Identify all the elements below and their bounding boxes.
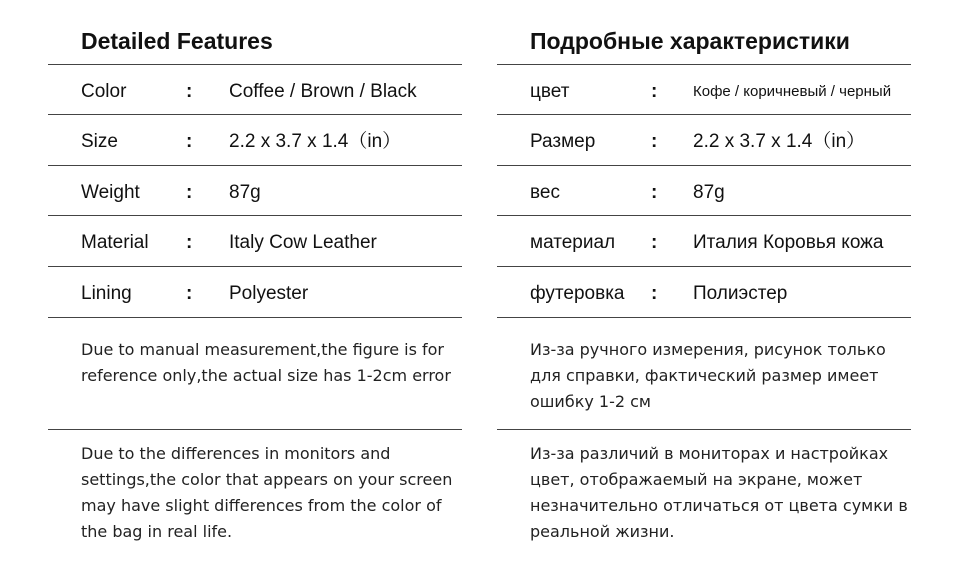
row-colon: : (186, 283, 193, 304)
row-label: футеровка (530, 283, 625, 304)
feature-row-weight (48, 165, 462, 215)
row-value: Кофе / коричневый / черный (693, 83, 892, 100)
divider (497, 429, 911, 430)
row-label: Lining (81, 283, 132, 304)
english-title: Detailed Features (81, 28, 273, 54)
row-label: материал (530, 232, 616, 253)
row-colon: : (651, 182, 658, 203)
feature-row-material (48, 215, 462, 265)
row-value: 87g (693, 182, 725, 203)
feature-row-lining (497, 266, 911, 316)
row-value: Polyester (229, 283, 309, 304)
row-value: 87g (229, 182, 261, 203)
feature-row-lining (48, 266, 462, 316)
feature-row-material (497, 215, 911, 265)
row-colon: : (651, 131, 658, 152)
row-label: Color (81, 81, 127, 102)
row-colon: : (651, 232, 658, 253)
color-note: Из-за различий в мониторах и настройках цвет, отображаемый на экране, может незначительно отличаться от цвета сумки в реальной жизни. (530, 444, 908, 541)
row-colon: : (186, 232, 193, 253)
row-colon: : (186, 182, 193, 203)
row-colon: : (651, 283, 658, 304)
row-value: Coffee / Brown / Black (229, 81, 417, 102)
row-label: вес (530, 182, 560, 203)
russian-title: Подробные характеристики (530, 28, 850, 54)
divider (48, 429, 462, 430)
divider (48, 317, 462, 318)
divider (497, 317, 911, 318)
feature-row-color (48, 64, 462, 114)
row-label: Размер (530, 131, 596, 152)
row-label: Material (81, 232, 149, 253)
measurement-note: Due to manual measurement,the figure is for reference only,the actual size has 1-2cm error (81, 340, 451, 385)
row-value: 2.2 x 3.7 x 1.4（in） (229, 131, 402, 152)
row-label: Size (81, 131, 118, 152)
row-colon: : (186, 81, 193, 102)
color-note: Due to the differences in monitors and settings,the color that appears on your screen may have slight differences from the color of the bag in real life. (81, 444, 453, 541)
feature-row-weight (497, 165, 911, 215)
row-label: Weight (81, 182, 140, 203)
row-value: 2.2 x 3.7 x 1.4（in） (693, 131, 866, 152)
row-label: цвет (530, 81, 570, 102)
row-value: Италия Коровья кожа (693, 232, 884, 253)
row-value: Italy Cow Leather (229, 232, 377, 253)
row-colon: : (651, 81, 658, 102)
feature-row-size (48, 114, 462, 164)
feature-row-size (497, 114, 911, 164)
feature-row-color (497, 64, 911, 114)
row-value: Полиэстер (693, 283, 788, 304)
measurement-note: Из-за ручного измерения, рисунок только для справки, фактический размер имеет ошибку 1-2 см (530, 340, 886, 411)
row-colon: : (186, 131, 193, 152)
